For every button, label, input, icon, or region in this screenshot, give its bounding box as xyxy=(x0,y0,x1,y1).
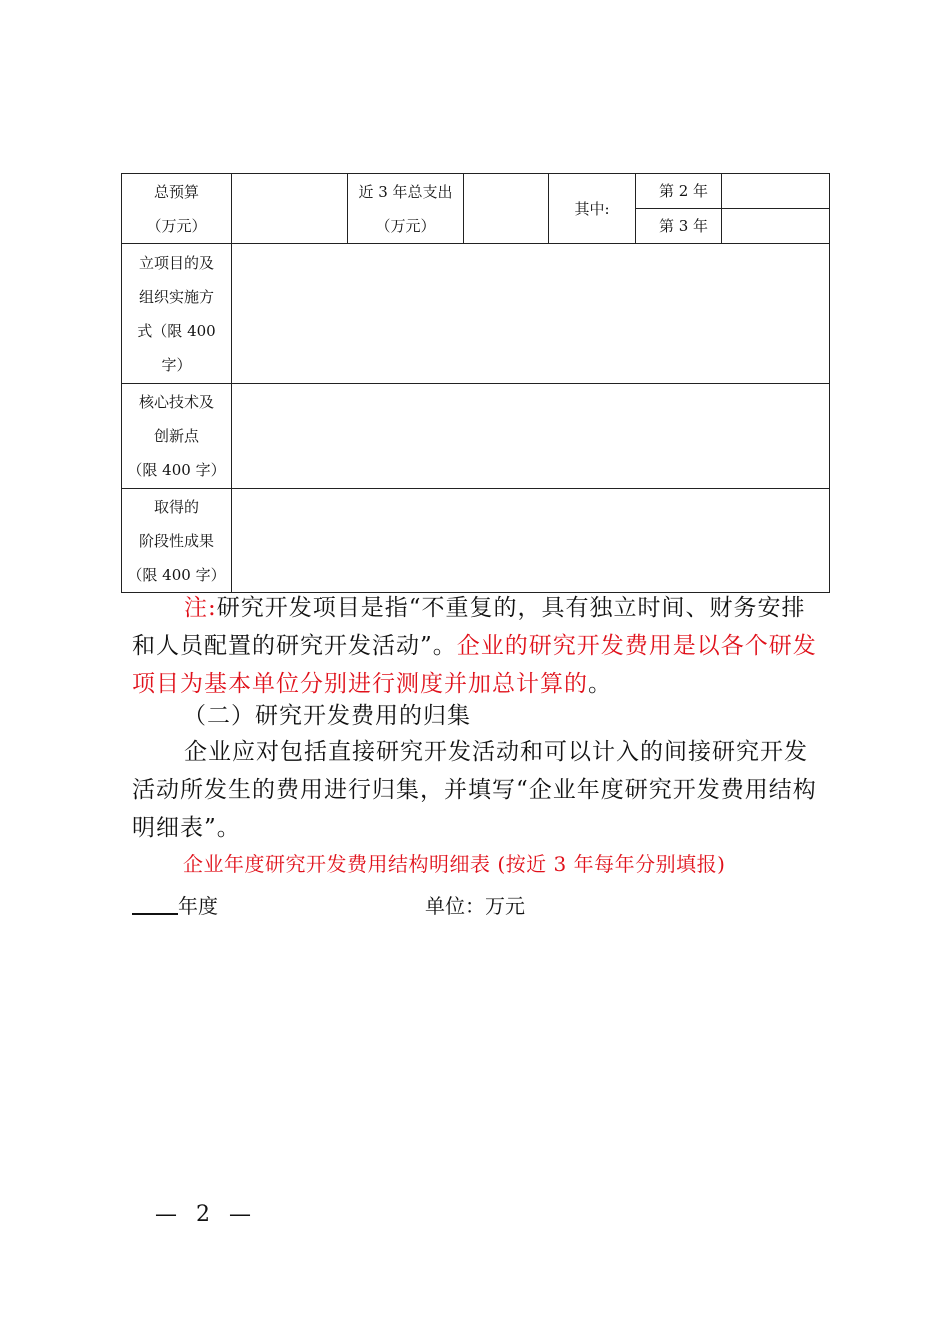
note-prefix: 注: xyxy=(184,595,217,621)
note-text-red: 企业的研究开发费用是以各个研发项目为基本单位分别进行测度并加总计算的 xyxy=(132,633,817,697)
purpose-input[interactable] xyxy=(232,244,830,384)
among-label: 其中: xyxy=(549,174,636,244)
purpose-label: 立项目的及 组织实施方 式（限 400 字） xyxy=(122,244,232,384)
body-paragraph: 企业应对包括直接研究开发活动和可以计入的间接研究开发活动所发生的费用进行归集，并填写“企业年度研究开发费用结构明细表”。 xyxy=(132,739,817,841)
result-label: 取得的 阶段性成果 （限 400 字） xyxy=(122,489,232,593)
unit-label: 单位：万元 xyxy=(425,894,525,918)
result-input[interactable] xyxy=(232,489,830,593)
note-text-black: 研究开发项目是指“不重复的，具有独立时间、财务安排和人员配置的研究开发活动”。 xyxy=(132,595,806,659)
total-budget-value[interactable] xyxy=(232,174,348,244)
total-spend-value[interactable] xyxy=(464,174,549,244)
year2-label: 第 2 年 xyxy=(636,174,722,209)
year-blank[interactable] xyxy=(132,895,178,915)
tech-label: 核心技术及 创新点 （限 400 字） xyxy=(122,384,232,489)
total-budget-label: 总预算 （万元） xyxy=(122,174,232,244)
page-number: — 2 — xyxy=(155,1202,257,1227)
tech-input[interactable] xyxy=(232,384,830,489)
year-label: 年度 xyxy=(178,894,218,918)
total-spend-label: 近 3 年总支出 （万元） xyxy=(348,174,464,244)
year-line xyxy=(132,890,218,919)
project-budget-table xyxy=(121,173,830,593)
note-paragraph xyxy=(132,589,822,703)
table-caption: 企业年度研究开发费用结构明细表 (按近 3 年每年分别填报) xyxy=(183,852,726,876)
year3-value[interactable] xyxy=(722,209,830,244)
year3-label: 第 3 年 xyxy=(636,209,722,244)
note-end: 。 xyxy=(588,671,612,697)
section-heading: （二）研究开发费用的归集 xyxy=(183,703,471,729)
year2-value[interactable] xyxy=(722,174,830,209)
